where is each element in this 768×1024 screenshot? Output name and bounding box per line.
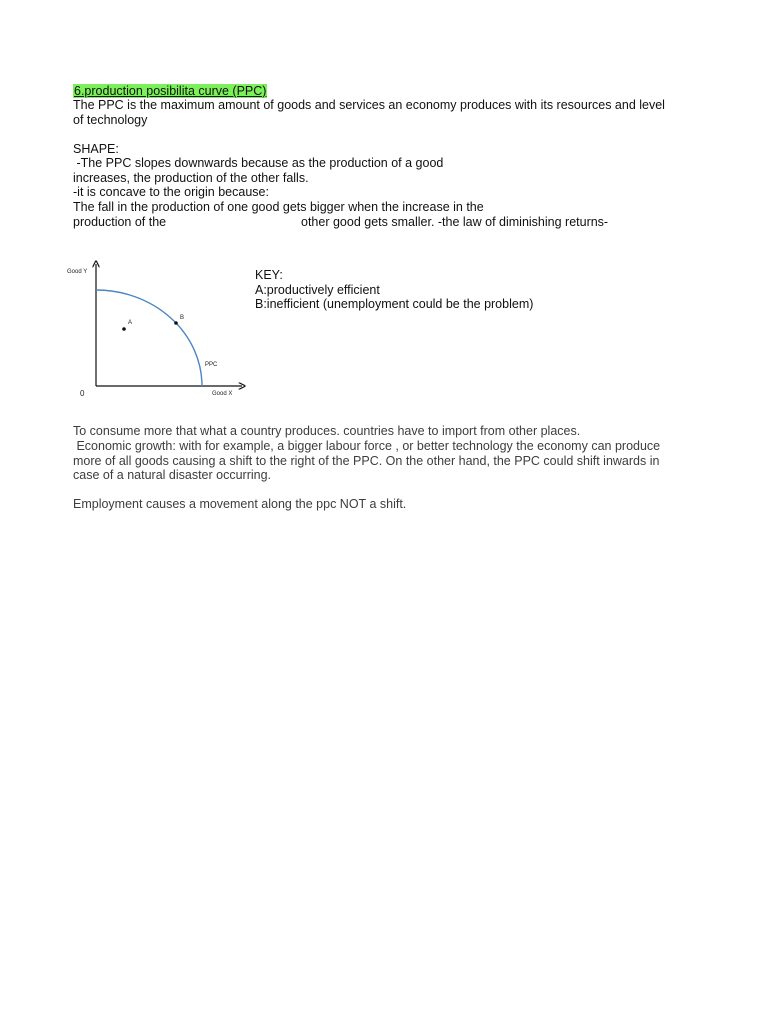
point-b-label: B (180, 315, 185, 321)
employment-note: Employment causes a movement along the ppc NOT a shift. (73, 497, 407, 511)
ppc-curve (96, 290, 202, 386)
point-b (174, 321, 178, 325)
y-axis-label: Good Y (67, 269, 88, 275)
shape-line-4: The fall in the production of one good gets bigger when the increase in the (73, 200, 484, 214)
origin-label: 0 (80, 389, 85, 398)
key-legend (255, 268, 533, 312)
paragraph-line-1: To consume more that what a country produces. countries have to import from other places. (73, 424, 581, 438)
x-axis-label: Good X (212, 391, 233, 397)
shape-title: SHAPE: (73, 142, 119, 156)
point-a (122, 327, 126, 331)
shape-line-5-right: other good gets smaller. -the law of diminishing returns- (301, 215, 609, 229)
point-a-label: A (128, 320, 133, 326)
ppc-diagram (60, 258, 250, 403)
shape-line-3: -it is concave to the origin because: (73, 185, 269, 199)
paragraph-line-2: Economic growth: with for example, a bigger labour force , or better technology the economy can produce (73, 439, 661, 453)
key-title: KEY: (255, 268, 283, 282)
paragraph-line-3: more of all goods causing a shift to the right of the PPC. On the other hand, the PPC could shift inwards in (73, 454, 660, 468)
definition-line-1: The PPC is the maximum amount of goods and services an economy produces with its resources and level (73, 98, 665, 112)
key-a: A:productively efficient (255, 282, 380, 297)
paragraph-line-4: case of a natural disaster occurring. (73, 468, 272, 482)
key-b: B:inefficient (unemployment could be the problem) (255, 297, 534, 311)
ppc-label: PPC (205, 362, 218, 368)
shape-line-1: -The PPC slopes downwards because as the production of a good (73, 156, 444, 170)
shape-line-5-left: production of the (73, 215, 167, 229)
definition-line-2: of technology (73, 113, 148, 127)
section-heading: 6.production posibilita curve (PPC) (74, 84, 267, 98)
shape-line-2: increases, the production of the other falls. (73, 171, 309, 185)
